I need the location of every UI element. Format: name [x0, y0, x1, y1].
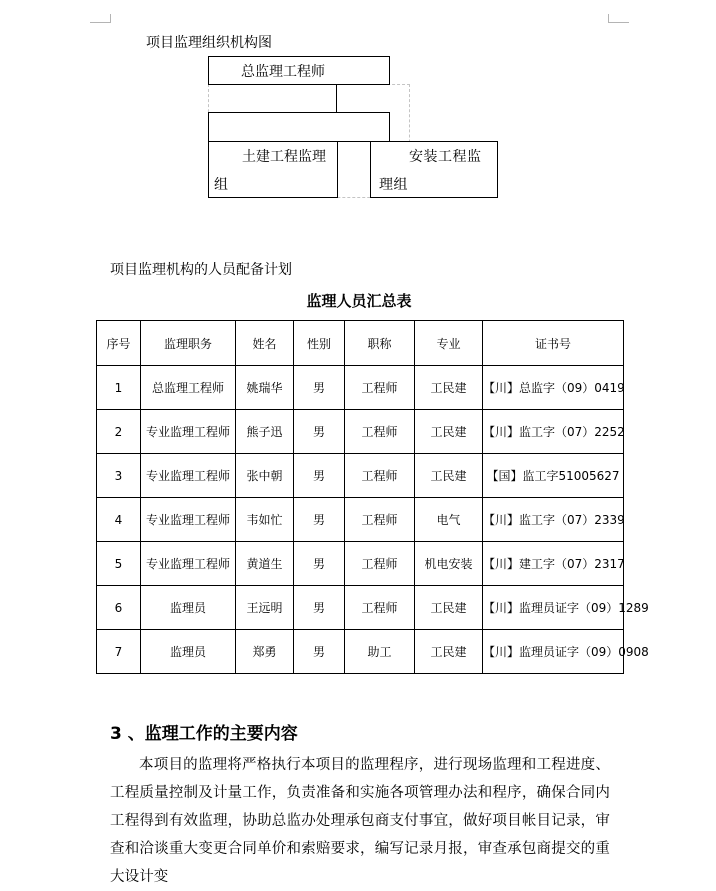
section-title: 3 、监理工作的主要内容 — [110, 724, 298, 744]
table-cell: 男 — [294, 542, 345, 586]
org-box-installation-label: 安装工程监理组 — [379, 149, 482, 193]
table-cell: 工程师 — [345, 586, 415, 630]
table-cell: 3 — [97, 454, 141, 498]
table-cell: 熊子迅 — [236, 410, 294, 454]
page-corner-mark-left — [90, 14, 111, 23]
table-cell: 专业监理工程师 — [141, 410, 236, 454]
table-row — [97, 586, 624, 630]
table-cell: 工程师 — [345, 366, 415, 410]
table-cell: 男 — [294, 498, 345, 542]
table-cell: 郑勇 — [236, 630, 294, 674]
table-header-row — [97, 321, 624, 366]
org-box-installation-group — [370, 141, 498, 198]
table-row — [97, 542, 624, 586]
table-cell: 工程师 — [345, 542, 415, 586]
col-header: 职称 — [345, 321, 415, 366]
table-row — [97, 454, 624, 498]
table-cell: 助工 — [345, 630, 415, 674]
table-row — [97, 366, 624, 410]
org-box-chief-supervisor — [208, 56, 390, 85]
table-cell: 【川】监工字（07）2252 — [483, 410, 624, 454]
table-cell: 韦如忙 — [236, 498, 294, 542]
org-box-civil-label: 土建工程监理组 — [214, 149, 326, 193]
table-cell: 【川】总监字（09）0419 — [483, 366, 624, 410]
table-cell: 男 — [294, 366, 345, 410]
table-cell: 男 — [294, 586, 345, 630]
table-cell: 男 — [294, 630, 345, 674]
staffing-heading: 项目监理机构的人员配备计划 — [110, 262, 292, 278]
col-header: 性别 — [294, 321, 345, 366]
table-cell: 黄道生 — [236, 542, 294, 586]
table-cell: 工民建 — [415, 410, 483, 454]
table-cell: 男 — [294, 454, 345, 498]
org-connector-line — [336, 84, 337, 113]
table-cell: 王远明 — [236, 586, 294, 630]
table-cell: 【国】监工字51005627 — [483, 454, 624, 498]
table-row — [97, 410, 624, 454]
section-paragraph: 本项目的监理将严格执行本项目的监理程序，进行现场监理和工程进度、工程质量控制及计量工作，负责准备和实施各项管理办法和程序，确保合同内工程得到有效监理，协助总监办处理承包商支付事宜，做好项目帐目记录，审查和洽谈重大变更合同单价和索赔要求，编写记录月报，审查承包商提交的重大设计变 — [110, 757, 610, 885]
table-title: 监理人员汇总表 — [306, 292, 412, 310]
table-cell: 总监理工程师 — [141, 366, 236, 410]
org-chart-heading: 项目监理组织机构图 — [146, 35, 272, 51]
table-cell: 专业监理工程师 — [141, 498, 236, 542]
org-box-civil-group — [208, 141, 338, 198]
table-cell: 专业监理工程师 — [141, 454, 236, 498]
org-box-empty — [208, 112, 390, 142]
table-cell: 【川】监理员证字（09）1289 — [483, 586, 624, 630]
table-cell: 【川】监工字（07）2339 — [483, 498, 624, 542]
table-cell: 工程师 — [345, 410, 415, 454]
col-header: 姓名 — [236, 321, 294, 366]
table-cell: 5 — [97, 542, 141, 586]
table-row — [97, 630, 624, 674]
table-cell: 男 — [294, 410, 345, 454]
table-cell: 1 — [97, 366, 141, 410]
col-header: 序号 — [97, 321, 141, 366]
table-cell: 7 — [97, 630, 141, 674]
col-header: 监理职务 — [141, 321, 236, 366]
table-cell: 工民建 — [415, 630, 483, 674]
page-corner-mark-right — [608, 14, 629, 23]
table-cell: 专业监理工程师 — [141, 542, 236, 586]
org-box-chief-label: 总监理工程师 — [241, 64, 325, 80]
col-header: 证书号 — [483, 321, 624, 366]
table-cell: 【川】监理员证字（09）0908 — [483, 630, 624, 674]
table-cell: 工民建 — [415, 366, 483, 410]
table-cell: 监理员 — [141, 630, 236, 674]
table-cell: 机电安装 — [415, 542, 483, 586]
table-cell: 6 — [97, 586, 141, 630]
table-cell: 2 — [97, 410, 141, 454]
table-cell: 4 — [97, 498, 141, 542]
staff-table — [96, 320, 649, 674]
table-cell: 工程师 — [345, 454, 415, 498]
table-cell: 工民建 — [415, 454, 483, 498]
table-cell: 监理员 — [141, 586, 236, 630]
table-row — [97, 498, 624, 542]
table-cell: 工程师 — [345, 498, 415, 542]
table-cell: 电气 — [415, 498, 483, 542]
col-header: 专业 — [415, 321, 483, 366]
table-cell: 工民建 — [415, 586, 483, 630]
table-cell: 姚瑞华 — [236, 366, 294, 410]
table-cell: 张中朝 — [236, 454, 294, 498]
table-cell: 【川】建工字（07）2317 — [483, 542, 624, 586]
